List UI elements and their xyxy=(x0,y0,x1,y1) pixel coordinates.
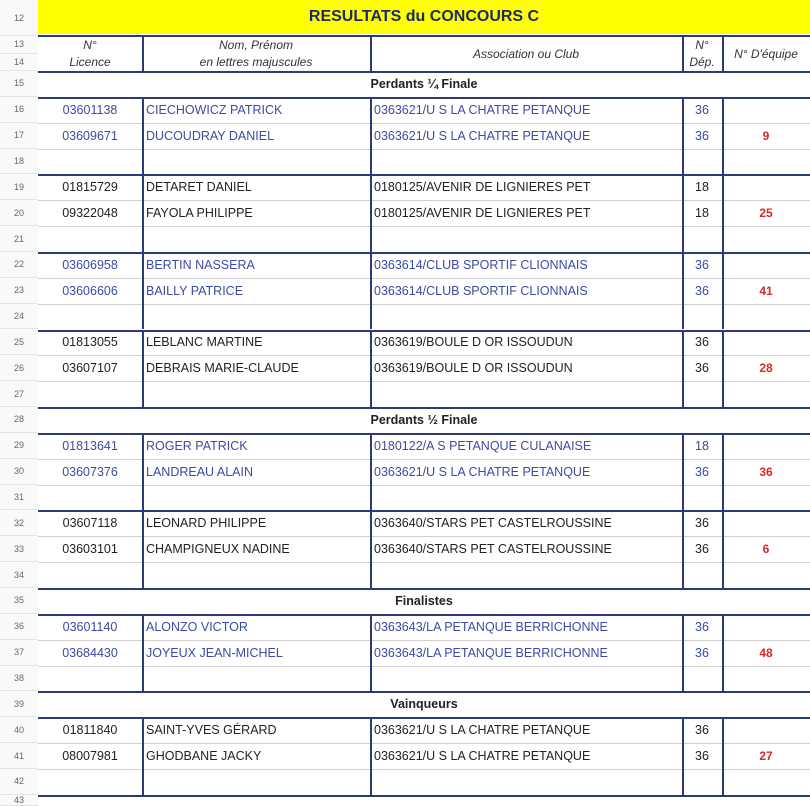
section-title[interactable]: Perdants ¼ Finale xyxy=(370,76,478,91)
dep-cell[interactable]: 36 xyxy=(695,723,709,738)
row-number[interactable]: 16 xyxy=(0,97,38,123)
name-cell[interactable]: GHODBANE JACKY xyxy=(146,749,262,764)
report-title[interactable]: RESULTATS du CONCOURS C xyxy=(38,0,810,34)
club-cell[interactable]: 0363614/CLUB SPORTIF CLIONNAIS xyxy=(374,283,588,298)
club-cell[interactable]: 0363621/U S LA CHATRE PETANQUE xyxy=(374,464,591,479)
row-number[interactable]: 40 xyxy=(0,717,38,743)
grid-line xyxy=(370,433,372,511)
name-cell[interactable]: JOYEUX JEAN-MICHEL xyxy=(146,645,283,660)
empty-cell[interactable] xyxy=(370,769,682,795)
licence-cell[interactable]: 03601138 xyxy=(62,102,118,117)
row-number[interactable]: 32 xyxy=(0,510,38,536)
grid-line xyxy=(722,614,724,692)
section-title[interactable]: Perdants ½ Finale xyxy=(370,412,478,427)
licence-cell[interactable]: 03606958 xyxy=(62,257,118,272)
grid-line xyxy=(142,330,144,408)
row-number[interactable]: 37 xyxy=(0,640,38,666)
club-cell[interactable]: 0363621/U S LA CHATRE PETANQUE xyxy=(374,723,591,738)
grid-line xyxy=(142,717,144,795)
dep-cell[interactable]: 36 xyxy=(695,619,709,634)
grid-line xyxy=(142,510,144,588)
dep-cell[interactable]: 36 xyxy=(695,542,709,557)
row-number[interactable]: 12 xyxy=(0,0,38,36)
empty-cell[interactable] xyxy=(142,666,370,692)
row-number[interactable]: 23 xyxy=(0,278,38,304)
grid-line xyxy=(722,36,724,71)
grid-line xyxy=(722,330,724,408)
row-number[interactable]: 31 xyxy=(0,485,38,511)
empty-cell[interactable] xyxy=(682,304,722,330)
header-licence-bottom[interactable]: Licence xyxy=(69,55,111,70)
licence-cell[interactable]: 03607376 xyxy=(62,464,118,479)
empty-cell[interactable] xyxy=(38,149,142,175)
row-number[interactable]: 41 xyxy=(0,743,38,769)
row-number[interactable]: 39 xyxy=(0,691,38,717)
grid-line xyxy=(682,510,684,588)
empty-cell[interactable] xyxy=(682,226,722,252)
club-cell[interactable]: 0363621/U S LA CHATRE PETANQUE xyxy=(374,102,591,117)
grid-line xyxy=(682,717,684,795)
row-number[interactable]: 15 xyxy=(0,71,38,97)
grid-line xyxy=(142,174,144,252)
name-cell[interactable]: BERTIN NASSERA xyxy=(146,257,255,272)
grid-line xyxy=(370,330,372,408)
grid-line xyxy=(722,252,724,330)
grid-line xyxy=(682,433,684,511)
dep-cell[interactable]: 36 xyxy=(695,361,709,376)
name-cell[interactable]: ALONZO VICTOR xyxy=(146,619,248,634)
club-cell[interactable]: 0363619/BOULE D OR ISSOUDUN xyxy=(374,335,573,350)
row-number[interactable]: 43 xyxy=(0,795,38,806)
licence-cell[interactable]: 01813055 xyxy=(62,335,118,350)
club-cell[interactable]: 0363621/U S LA CHATRE PETANQUE xyxy=(374,128,591,143)
empty-cell[interactable] xyxy=(38,485,142,511)
row-number[interactable]: 34 xyxy=(0,562,38,588)
licence-cell[interactable]: 03601140 xyxy=(62,619,118,634)
grid-line xyxy=(722,97,724,175)
grid-line xyxy=(370,97,372,175)
dep-cell[interactable]: 36 xyxy=(695,257,709,272)
name-cell[interactable]: BAILLY PATRICE xyxy=(146,283,244,298)
grid-line xyxy=(370,252,372,330)
section-title[interactable]: Finalistes xyxy=(395,593,453,608)
empty-cell[interactable] xyxy=(682,381,722,407)
team-number[interactable]: 6 xyxy=(762,542,770,557)
licence-cell[interactable]: 03607107 xyxy=(62,361,118,376)
grid-line xyxy=(722,433,724,511)
empty-cell[interactable] xyxy=(370,381,682,407)
club-cell[interactable]: 0363621/U S LA CHATRE PETANQUE xyxy=(374,749,591,764)
dep-cell[interactable]: 36 xyxy=(695,128,709,143)
header-club[interactable]: Association ou Club xyxy=(472,46,580,61)
club-cell[interactable]: 0363640/STARS PET CASTELROUSSINE xyxy=(374,516,612,531)
licence-cell[interactable]: 03607118 xyxy=(62,516,118,531)
grid-line xyxy=(722,174,724,252)
row-number[interactable]: 19 xyxy=(0,174,38,200)
name-cell[interactable]: LANDREAU ALAIN xyxy=(146,464,253,479)
name-cell[interactable]: CHAMPIGNEUX NADINE xyxy=(146,542,290,557)
empty-cell[interactable] xyxy=(38,226,142,252)
header-name-top[interactable]: Nom, Prénom xyxy=(218,37,294,52)
header-team[interactable]: N° D'équipe xyxy=(734,46,798,61)
empty-cell[interactable] xyxy=(38,666,142,692)
empty-cell[interactable] xyxy=(38,562,142,588)
club-cell[interactable]: 0363640/STARS PET CASTELROUSSINE xyxy=(374,542,612,557)
row-number[interactable]: 36 xyxy=(0,614,38,640)
licence-cell[interactable]: 08007981 xyxy=(62,749,118,764)
empty-cell[interactable] xyxy=(142,304,370,330)
dep-cell[interactable]: 36 xyxy=(695,516,709,531)
name-cell[interactable]: DUCOUDRAY DANIEL xyxy=(146,128,275,143)
empty-cell[interactable] xyxy=(370,226,682,252)
dep-cell[interactable]: 36 xyxy=(695,749,709,764)
grid-line xyxy=(370,614,372,692)
row-number[interactable]: 28 xyxy=(0,407,38,433)
licence-cell[interactable]: 03684430 xyxy=(62,645,118,660)
grid-line xyxy=(370,510,372,588)
grid-line xyxy=(682,330,684,408)
dep-cell[interactable]: 36 xyxy=(695,645,709,660)
row-number[interactable]: 29 xyxy=(0,433,38,459)
row-number[interactable]: 21 xyxy=(0,226,38,252)
header-name-bottom[interactable]: en lettres majuscules xyxy=(199,55,313,70)
header-dep-top[interactable]: N° xyxy=(695,37,709,52)
empty-cell[interactable] xyxy=(142,769,370,795)
club-cell[interactable]: 0363643/LA PETANQUE BERRICHONNE xyxy=(374,645,608,660)
grid-line xyxy=(682,36,684,71)
empty-cell[interactable] xyxy=(370,304,682,330)
grid-line xyxy=(142,252,144,330)
grid-line xyxy=(142,614,144,692)
dep-cell[interactable]: 18 xyxy=(695,206,709,221)
licence-cell[interactable]: 03606606 xyxy=(62,283,118,298)
empty-cell[interactable] xyxy=(682,666,722,692)
empty-cell[interactable] xyxy=(682,485,722,511)
row-number[interactable]: 25 xyxy=(0,330,38,356)
row-number[interactable]: 27 xyxy=(0,381,38,407)
empty-cell[interactable] xyxy=(682,562,722,588)
row-number[interactable]: 26 xyxy=(0,355,38,381)
grid-line xyxy=(682,97,684,175)
empty-cell[interactable] xyxy=(142,562,370,588)
header-dep-bottom[interactable]: Dép. xyxy=(689,55,715,70)
team-number[interactable]: 41 xyxy=(759,283,773,298)
club-cell[interactable]: 0180125/AVENIR DE LIGNIERES PET xyxy=(374,180,591,195)
grid-line xyxy=(722,717,724,795)
name-cell[interactable]: CIECHOWICZ PATRICK xyxy=(146,102,283,117)
team-number[interactable]: 36 xyxy=(759,464,773,479)
grid-line xyxy=(38,795,810,797)
dep-cell[interactable]: 36 xyxy=(695,283,709,298)
name-cell[interactable]: LEONARD PHILIPPE xyxy=(146,516,267,531)
row-number[interactable]: 17 xyxy=(0,123,38,149)
row-number[interactable]: 13 xyxy=(0,36,38,54)
grid-line xyxy=(142,36,144,71)
row-number[interactable]: 30 xyxy=(0,459,38,485)
licence-cell[interactable]: 03609671 xyxy=(62,128,118,143)
licence-cell[interactable]: 01815729 xyxy=(62,180,118,195)
licence-cell[interactable]: 01813641 xyxy=(62,438,118,453)
empty-cell[interactable] xyxy=(38,304,142,330)
name-cell[interactable]: DEBRAIS MARIE-CLAUDE xyxy=(146,361,299,376)
licence-cell[interactable]: 09322048 xyxy=(62,206,118,221)
dep-cell[interactable]: 36 xyxy=(695,335,709,350)
row-number[interactable]: 22 xyxy=(0,252,38,278)
dep-cell[interactable]: 36 xyxy=(695,102,709,117)
grid-line xyxy=(682,252,684,330)
club-cell[interactable]: 0363619/BOULE D OR ISSOUDUN xyxy=(374,361,573,376)
row-number[interactable]: 38 xyxy=(0,666,38,692)
licence-cell[interactable]: 03603101 xyxy=(62,542,118,557)
club-cell[interactable]: 0180125/AVENIR DE LIGNIERES PET xyxy=(374,206,591,221)
empty-cell[interactable] xyxy=(370,485,682,511)
row-number[interactable]: 20 xyxy=(0,200,38,226)
empty-cell[interactable] xyxy=(682,149,722,175)
name-cell[interactable]: SAINT-YVES GÉRARD xyxy=(146,723,277,738)
dep-cell[interactable]: 36 xyxy=(695,464,709,479)
name-cell[interactable]: DETARET DANIEL xyxy=(146,180,252,195)
section-title[interactable]: Vainqueurs xyxy=(390,697,458,712)
row-number[interactable]: 18 xyxy=(0,149,38,175)
grid-line xyxy=(682,174,684,252)
team-number[interactable]: 27 xyxy=(759,749,773,764)
empty-cell[interactable] xyxy=(142,226,370,252)
row-number[interactable]: 33 xyxy=(0,536,38,562)
row-number[interactable]: 24 xyxy=(0,304,38,330)
header-licence-top[interactable]: N° xyxy=(83,37,97,52)
grid-line xyxy=(370,717,372,795)
row-number[interactable]: 35 xyxy=(0,588,38,614)
empty-cell[interactable] xyxy=(370,562,682,588)
grid-line xyxy=(682,614,684,692)
team-number[interactable]: 25 xyxy=(759,206,773,221)
row-number[interactable]: 14 xyxy=(0,54,38,72)
dep-cell[interactable]: 18 xyxy=(695,438,709,453)
grid-line xyxy=(142,433,144,511)
empty-cell[interactable] xyxy=(682,769,722,795)
club-cell[interactable]: 0363643/LA PETANQUE BERRICHONNE xyxy=(374,619,608,634)
name-cell[interactable]: ROGER PATRICK xyxy=(146,438,248,453)
empty-cell[interactable] xyxy=(370,666,682,692)
team-number[interactable]: 9 xyxy=(762,128,770,143)
grid-line xyxy=(370,174,372,252)
empty-cell[interactable] xyxy=(142,149,370,175)
dep-cell[interactable]: 18 xyxy=(695,180,709,195)
club-cell[interactable]: 0363614/CLUB SPORTIF CLIONNAIS xyxy=(374,257,588,272)
empty-cell[interactable] xyxy=(142,381,370,407)
empty-cell[interactable] xyxy=(370,149,682,175)
empty-cell[interactable] xyxy=(38,381,142,407)
grid-line xyxy=(142,97,144,175)
licence-cell[interactable]: 01811840 xyxy=(62,723,118,738)
team-number[interactable]: 48 xyxy=(759,645,773,660)
grid-line xyxy=(722,510,724,588)
name-cell[interactable]: LEBLANC MARTINE xyxy=(146,335,263,350)
empty-cell[interactable] xyxy=(142,485,370,511)
grid-line xyxy=(370,36,372,71)
row-number[interactable]: 42 xyxy=(0,769,38,795)
empty-cell[interactable] xyxy=(38,769,142,795)
club-cell[interactable]: 0180122/A S PETANQUE CULANAISE xyxy=(374,438,592,453)
name-cell[interactable]: FAYOLA PHILIPPE xyxy=(146,206,253,221)
team-number[interactable]: 28 xyxy=(759,361,773,376)
